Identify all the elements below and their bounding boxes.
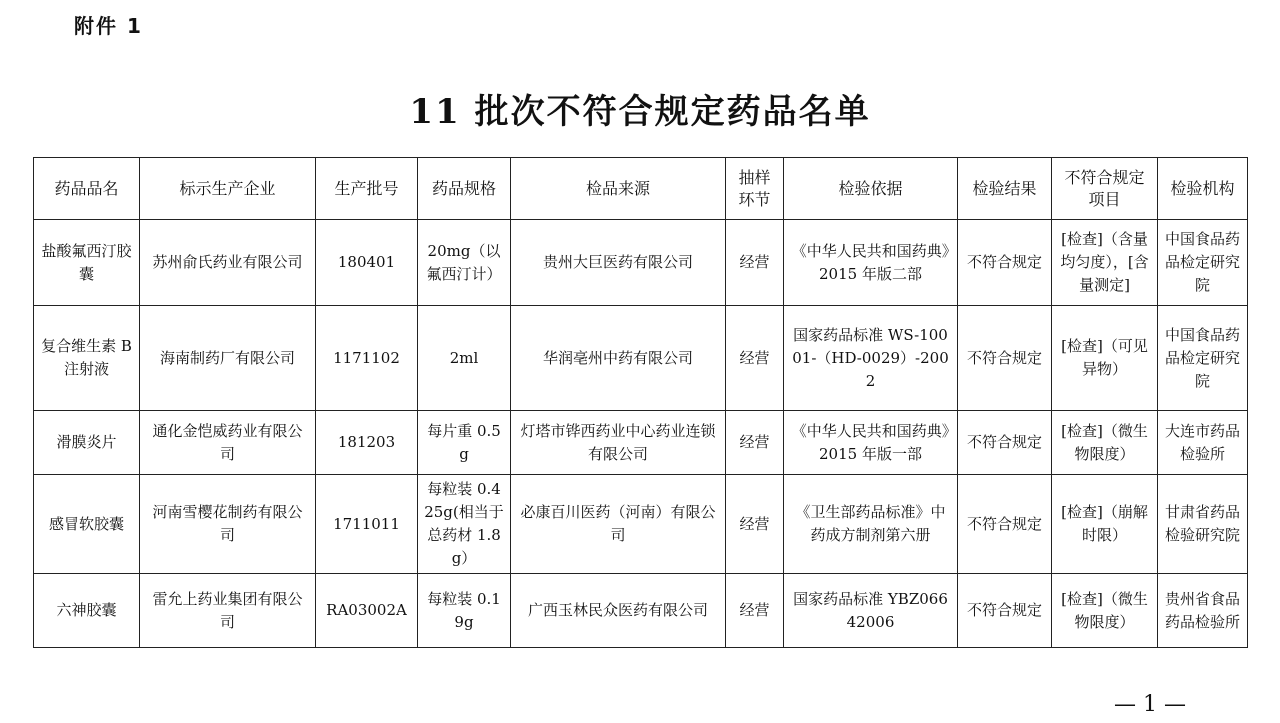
table-cell: 《中华人民共和国药典》2015 年版一部 bbox=[784, 411, 958, 475]
column-header: 生产批号 bbox=[316, 158, 418, 220]
column-header: 药品规格 bbox=[418, 158, 511, 220]
table-header-row bbox=[34, 158, 1248, 220]
table-row bbox=[34, 475, 1248, 574]
table-cell: 中国食品药品检定研究院 bbox=[1158, 220, 1248, 306]
column-header: 不符合规定项目 bbox=[1052, 158, 1158, 220]
table-cell: 181203 bbox=[316, 411, 418, 475]
table-row bbox=[34, 574, 1248, 648]
table-cell: 海南制药厂有限公司 bbox=[140, 306, 316, 411]
table-row bbox=[34, 220, 1248, 306]
drug-list-table bbox=[33, 157, 1248, 648]
table-cell: 河南雪樱花制药有限公司 bbox=[140, 475, 316, 574]
table-cell: 1711011 bbox=[316, 475, 418, 574]
table-cell: 不符合规定 bbox=[958, 475, 1052, 574]
table-cell: 20mg（以氟西汀计） bbox=[418, 220, 511, 306]
table-cell: [检查]（微生物限度） bbox=[1052, 574, 1158, 648]
table-cell: [检查]（可见异物） bbox=[1052, 306, 1158, 411]
table-cell: 1171102 bbox=[316, 306, 418, 411]
table-cell: 六神胶囊 bbox=[34, 574, 140, 648]
table-cell: 通化金恺威药业有限公司 bbox=[140, 411, 316, 475]
table-cell: 经营 bbox=[726, 220, 784, 306]
page-number: — 1 — bbox=[1114, 692, 1186, 717]
table-cell: 不符合规定 bbox=[958, 220, 1052, 306]
column-header: 检验依据 bbox=[784, 158, 958, 220]
table-cell: [检查]（微生物限度） bbox=[1052, 411, 1158, 475]
table-cell: 盐酸氟西汀胶囊 bbox=[34, 220, 140, 306]
table-cell: 必康百川医药（河南）有限公司 bbox=[511, 475, 726, 574]
table-cell: 贵州省食品药品检验所 bbox=[1158, 574, 1248, 648]
table-cell: 华润亳州中药有限公司 bbox=[511, 306, 726, 411]
table-cell: 每片重 0.5g bbox=[418, 411, 511, 475]
table-cell: RA03002A bbox=[316, 574, 418, 648]
table-cell: [检查]（崩解时限） bbox=[1052, 475, 1158, 574]
table-cell: 广西玉林民众医药有限公司 bbox=[511, 574, 726, 648]
table-cell: 每粒装 0.425g(相当于总药材 1.8g） bbox=[418, 475, 511, 574]
document-title: 11 批次不符合规定药品名单 bbox=[409, 92, 871, 132]
table-cell: 经营 bbox=[726, 306, 784, 411]
table-cell: 复合维生素 B 注射液 bbox=[34, 306, 140, 411]
column-header: 检验结果 bbox=[958, 158, 1052, 220]
table-cell: 灯塔市铧西药业中心药业连锁有限公司 bbox=[511, 411, 726, 475]
table-cell: 经营 bbox=[726, 411, 784, 475]
column-header: 药品品名 bbox=[34, 158, 140, 220]
table-cell: 苏州俞氏药业有限公司 bbox=[140, 220, 316, 306]
table-cell: 大连市药品检验所 bbox=[1158, 411, 1248, 475]
table-cell: 2ml bbox=[418, 306, 511, 411]
table-cell: 国家药品标准 WS-10001-（HD-0029）-2002 bbox=[784, 306, 958, 411]
table-cell: 雷允上药业集团有限公司 bbox=[140, 574, 316, 648]
table-cell: 贵州大巨医药有限公司 bbox=[511, 220, 726, 306]
table-cell: 《中华人民共和国药典》2015 年版二部 bbox=[784, 220, 958, 306]
table-cell: 经营 bbox=[726, 574, 784, 648]
table-cell: 甘肃省药品检验研究院 bbox=[1158, 475, 1248, 574]
table-cell: 不符合规定 bbox=[958, 574, 1052, 648]
table-cell: 滑膜炎片 bbox=[34, 411, 140, 475]
table-cell: 不符合规定 bbox=[958, 306, 1052, 411]
column-header: 抽样环节 bbox=[726, 158, 784, 220]
table-cell: 《卫生部药品标准》中药成方制剂第六册 bbox=[784, 475, 958, 574]
table-row bbox=[34, 306, 1248, 411]
table-cell: 每粒装 0.19g bbox=[418, 574, 511, 648]
table-cell: 不符合规定 bbox=[958, 411, 1052, 475]
table-cell: 180401 bbox=[316, 220, 418, 306]
table-cell: [检查]（含量均匀度），[含量测定] bbox=[1052, 220, 1158, 306]
column-header: 检验机构 bbox=[1158, 158, 1248, 220]
table-cell: 中国食品药品检定研究院 bbox=[1158, 306, 1248, 411]
table-cell: 国家药品标准 YBZ06642006 bbox=[784, 574, 958, 648]
table-cell: 经营 bbox=[726, 475, 784, 574]
table-cell: 感冒软胶囊 bbox=[34, 475, 140, 574]
table-row bbox=[34, 411, 1248, 475]
attachment-label: 附件 1 bbox=[74, 14, 143, 38]
column-header: 标示生产企业 bbox=[140, 158, 316, 220]
column-header: 检品来源 bbox=[511, 158, 726, 220]
